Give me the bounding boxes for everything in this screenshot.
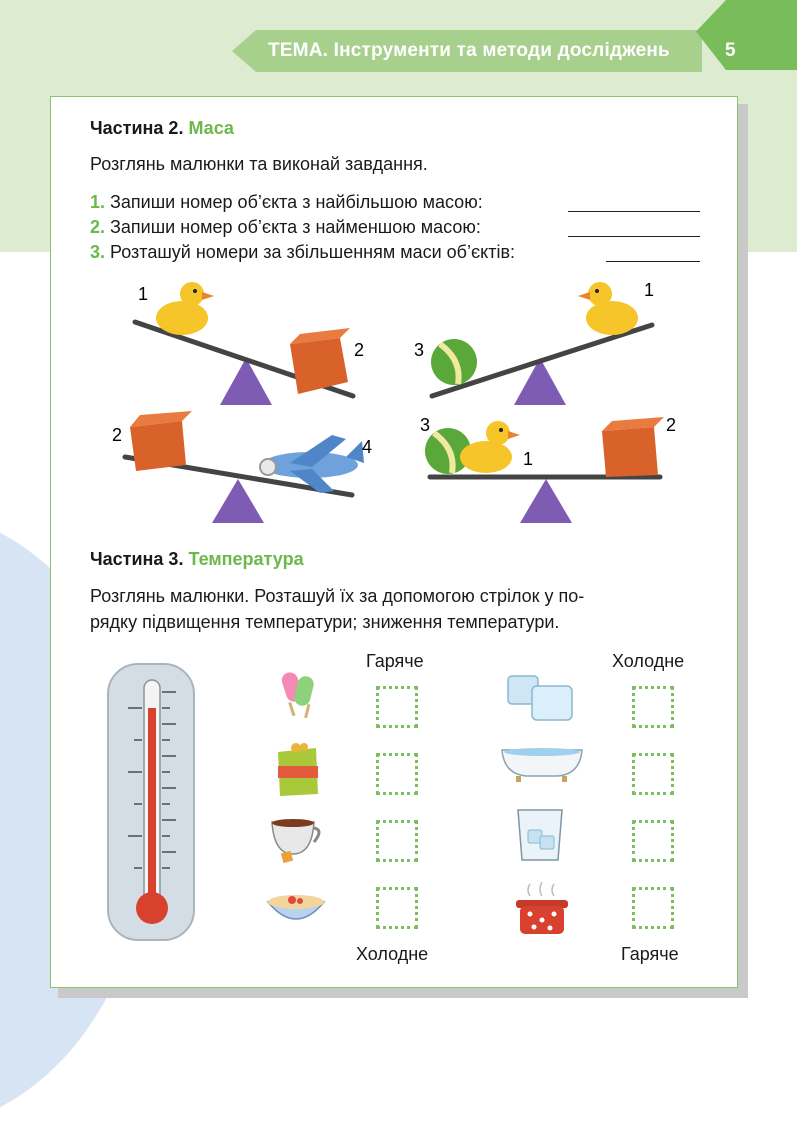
ball-icon bbox=[431, 339, 477, 385]
task-1 bbox=[90, 192, 483, 213]
scale-1 bbox=[100, 270, 380, 420]
task-number: 2. bbox=[90, 217, 106, 237]
bathtub-icon bbox=[498, 742, 586, 784]
fulcrum bbox=[212, 479, 264, 523]
task-text: Розташуй номери за збільшенням маси об’єктів: bbox=[110, 242, 516, 262]
duck-icon bbox=[156, 282, 214, 335]
boiling-pot-icon bbox=[512, 880, 572, 938]
part3-instruction-line-1: Розглянь малюнки. Розташуй їх за допомогою стрілок у по- bbox=[90, 586, 585, 606]
object-label: 2 bbox=[112, 425, 123, 445]
part2-title bbox=[90, 118, 234, 139]
thermometer-icon bbox=[106, 662, 198, 944]
answer-blank-3[interactable] bbox=[606, 261, 700, 262]
object-label: 4 bbox=[362, 437, 373, 457]
answer-box-right-2[interactable] bbox=[632, 753, 674, 795]
object-label: 3 bbox=[414, 340, 425, 360]
object-label: 1 bbox=[523, 449, 534, 469]
porridge-bowl-icon bbox=[266, 888, 326, 932]
tea-cup-icon bbox=[268, 814, 326, 866]
left-column-top-label: Гаряче bbox=[366, 651, 424, 671]
answer-blank-1[interactable] bbox=[568, 211, 700, 212]
object-label: 2 bbox=[666, 415, 677, 435]
answer-blank-2[interactable] bbox=[568, 236, 700, 237]
left-column-bottom-label: Холодне bbox=[356, 944, 429, 964]
part3-instruction-line-2: рядку підвищення температури; зниження температури. bbox=[90, 612, 560, 632]
answer-box-left-2[interactable] bbox=[376, 753, 418, 795]
answer-box-right-3[interactable] bbox=[632, 820, 674, 862]
task-text: Запиши номер об’єкта з найбільшою масою: bbox=[110, 192, 483, 212]
answer-box-right-4[interactable] bbox=[632, 887, 674, 929]
object-label: 2 bbox=[354, 340, 365, 360]
object-label: 1 bbox=[644, 280, 655, 300]
scale-4 bbox=[410, 405, 690, 530]
cube-icon bbox=[290, 328, 350, 394]
task-2 bbox=[90, 217, 481, 238]
task-number: 1. bbox=[90, 192, 106, 212]
page-number: 5 bbox=[725, 40, 736, 61]
object-label: 3 bbox=[420, 415, 431, 435]
part2-title-prefix: Частина 2. bbox=[90, 118, 184, 138]
scale-2 bbox=[410, 270, 690, 420]
task-3 bbox=[90, 242, 515, 263]
answer-box-left-3[interactable] bbox=[376, 820, 418, 862]
part2-title-accent: Маса bbox=[188, 118, 234, 138]
cube-icon bbox=[130, 411, 192, 471]
glass-with-ice-icon bbox=[514, 806, 566, 864]
task-number: 3. bbox=[90, 242, 106, 262]
object-label: 1 bbox=[138, 284, 149, 304]
fulcrum bbox=[520, 479, 572, 523]
scale-3 bbox=[100, 405, 380, 530]
duck-icon bbox=[578, 282, 638, 335]
right-column-bottom-label: Гаряче bbox=[621, 944, 679, 964]
snack-bag-icon bbox=[272, 742, 324, 800]
part3-title-prefix: Частина 3. bbox=[90, 549, 184, 569]
part3-title bbox=[90, 549, 304, 570]
part3-title-accent: Температура bbox=[188, 549, 304, 569]
answer-box-left-4[interactable] bbox=[376, 887, 418, 929]
answer-box-right-1[interactable] bbox=[632, 686, 674, 728]
task-text: Запиши номер об’єкта з найменшою масою: bbox=[110, 217, 481, 237]
answer-box-left-1[interactable] bbox=[376, 686, 418, 728]
topic-title: ТЕМА. Інструменти та методи досліджень bbox=[268, 40, 670, 61]
popsicle-icon bbox=[274, 668, 324, 720]
right-column-top-label: Холодне bbox=[612, 651, 685, 671]
part2-instruction: Розглянь малюнки та виконай завдання. bbox=[90, 154, 428, 174]
duck-icon bbox=[460, 421, 520, 473]
ice-cubes-icon bbox=[502, 670, 578, 722]
cube-icon bbox=[602, 417, 664, 477]
